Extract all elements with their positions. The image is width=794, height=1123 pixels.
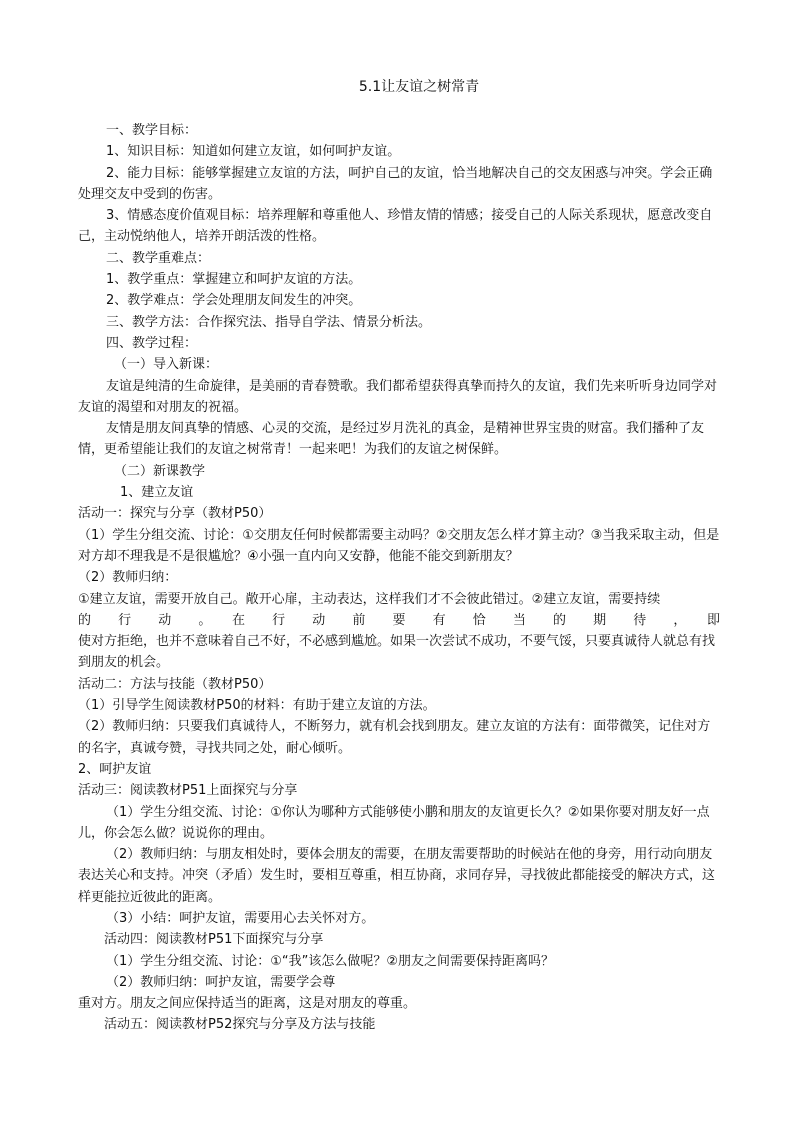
paragraph: （3）小结：呵护友谊，需要用心去关怀对方。: [106, 910, 375, 926]
document-body: [78, 120, 720, 1036]
topic-heading: 2、呵护友谊: [78, 761, 152, 777]
paragraph: （1）学生分组交流、讨论：①“我”该怎么做呢？②朋友之间需要保持距离吗？: [106, 953, 555, 969]
paragraph: 1、教学重点：掌握建立和呵护友谊的方法。: [106, 272, 362, 288]
paragraph: （2）教师归纳：与朋友相处时，要体会朋友的需要，在朋友需要帮助的时候站在他的身旁，用行动向朋友表达关心和支持。冲突（矛盾）发生时，要相互尊重，相互协商，求同存异，寻找彼此都能接受的解决方式，这样更能拉近彼此的距离。: [78, 847, 716, 905]
paragraph: （1）学生分组交流、讨论：①你认为哪种方式能够使小鹏和朋友的友谊更长久？②如果你要对朋友好一点儿，你会怎么做？说说你的理由。: [78, 804, 710, 841]
section-heading: 一、教学目标：: [106, 123, 198, 138]
activity-heading: 活动四：阅读教材P51下面探究与分享: [104, 932, 324, 948]
topic-heading: 1、建立友谊: [120, 485, 194, 501]
paragraph: （2）教师归纳：只要我们真诚待人，不断努力，就有机会找到朋友。建立友谊的方法有：面带微笑，记住对方的名字，真诚夸赞，寻找共同之处，耐心倾听。: [78, 719, 711, 756]
paragraph: 重对方。朋友之间应保持适当的距离，这是对朋友的尊重。: [78, 996, 417, 1012]
paragraph: （1）学生分组交流、讨论：①交朋友任何时候都需要主动吗？②交朋友怎么样才算主动？③当我采取主动，但是对方却不理我是不是很尴尬？④小强一直内向又安静，他能不能交到新朋友？: [78, 527, 720, 564]
paragraph: 使对方拒绝，也并不意味着自己不好，不必感到尴尬。如果一次尝试不成功，不要气馁，只要真诚待人就总有找到朋友的机会。: [78, 634, 716, 671]
section-heading: 三、教学方法：合作探究法、指导自学法、情景分析法。: [106, 314, 432, 330]
activity-heading: 活动二：方法与技能（教材P50）: [78, 676, 272, 692]
section-heading: 四、教学过程：: [106, 335, 198, 351]
activity-heading: 活动五：阅读教材P52探究与分享及方法与技能: [104, 1017, 376, 1033]
page-title: 5.1让友谊之树常青: [358, 79, 480, 95]
paragraph: ①建立友谊，需要开放自己。敞开心扉，主动表达，这样我们才不会彼此错过。②建立友谊，需要持续: [78, 591, 661, 607]
paragraph: （2）教师归纳：呵护友谊，需要学会尊: [106, 974, 336, 990]
activity-heading: 活动三：阅读教材P51上面探究与分享: [78, 783, 298, 799]
paragraph: 的 行 动 。 在 行 动 前 要 有 恰 当 的 期 待 ， 即: [78, 612, 720, 628]
paragraph: 2、能力目标：能够掌握建立友谊的方法，呵护自己的友谊，恰当地解决自己的交友困惑与冲突。学会正确处理交友中受到的伤害。: [78, 165, 713, 202]
paragraph: 友情是朋友间真挚的情感、心灵的交流，是经过岁月洗礼的真金，是精神世界宝贵的财富。我们播种了友情，更希望能让我们的友谊之树常青！一起来吧！为我们的友谊之树保鲜。: [78, 421, 705, 458]
paragraph: 友谊是纯清的生命旋律，是美丽的青春赞歌。我们都希望获得真挚而持久的友谊，我们先来听听身边同学对友谊的渴望和对朋友的祝福。: [78, 378, 718, 415]
activity-heading: 活动一：探究与分享（教材P50）: [78, 506, 272, 522]
paragraph: 3、情感态度价值观目标：培养理解和尊重他人、珍惜友情的情感；接受自己的人际关系现状，愿意改变自己，主动悦纳他人，培养开朗活泼的性格。: [78, 208, 713, 245]
section-heading: 二、教学重难点：: [106, 250, 211, 266]
subsection-heading: （一）导入新课：: [114, 357, 219, 373]
paragraph: 1、知识目标：知道如何建立友谊，如何呵护友谊。: [106, 144, 401, 160]
subsection-heading: （二）新课教学: [114, 463, 206, 479]
paragraph: 2、教学难点：学会处理朋友间发生的冲突。: [106, 293, 362, 309]
paragraph: （1）引导学生阅读教材P50的材料：有助于建立友谊的方法。: [78, 698, 436, 714]
paragraph: （2）教师归纳：: [78, 570, 178, 586]
